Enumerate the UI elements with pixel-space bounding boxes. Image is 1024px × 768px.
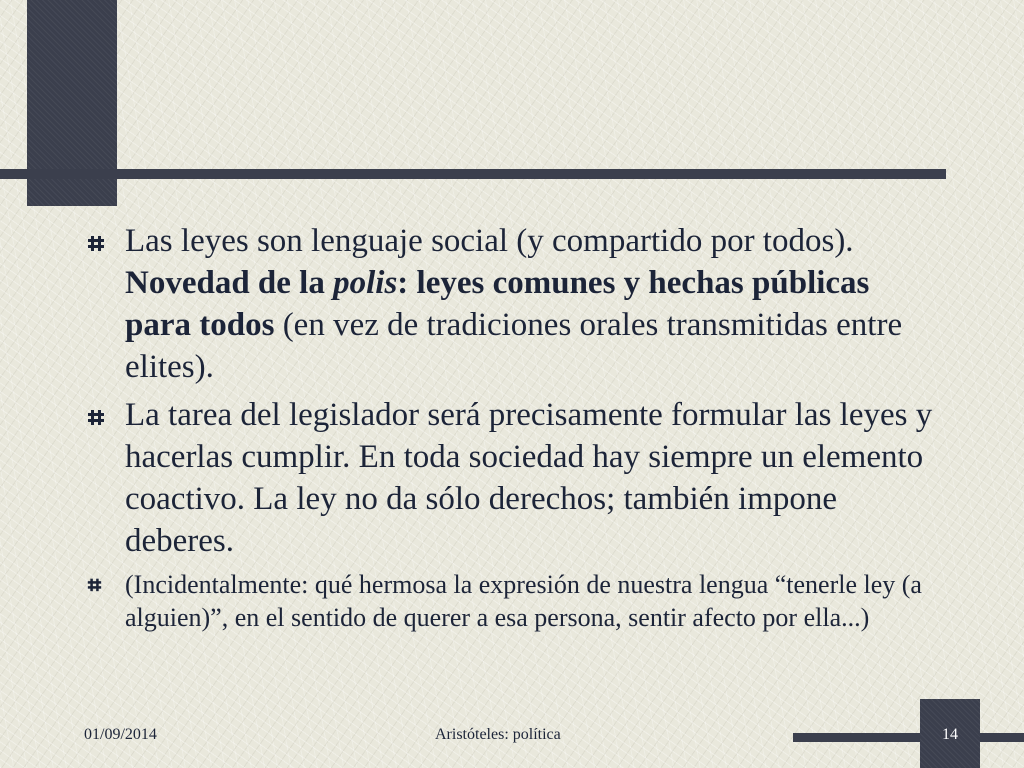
hash-bullet-icon [87,577,102,592]
hash-bullet-icon [87,408,105,426]
bullet-2-text: La tarea del legislador será precisamente formular las leyes y hacerlas cumplir. En toda sociedad hay siempre un elemento coactivo. La ley no da sólo derechos; también impone deberes. [125,397,933,559]
bullet-3-text: (Incidentalmente: qué hermosa la expresión de nuestra lengua “tenerle ley (a alguien)”, en el sentido de querer a esa persona, sentir afecto por ella...) [125,570,922,632]
bullet-item-2 [87,394,937,562]
bullet-1-tail: (en vez de tradiciones orales transmitidas entre elites). [125,307,903,385]
bullet-1-bold-lead: Novedad de la [125,265,334,301]
bullet-item-3 [87,568,937,634]
footer-title: Aristóteles: política [435,726,561,743]
slide-content [87,220,937,634]
page-number: 14 [942,726,958,743]
bottom-divider-rule [793,733,1024,742]
bullet-1-intro: Las leyes son lenguaje social (y compartido por todos). [125,223,854,259]
bullet-1-bold-continuation: : leyes comunes y hechas públicas para todos [125,265,870,343]
footer-date: 01/09/2014 [84,726,157,743]
bullet-item-1 [87,220,937,388]
bullet-1-bold-italic-polis: polis [333,265,398,301]
hash-bullet-icon [87,234,105,252]
top-divider-rule [0,169,946,179]
